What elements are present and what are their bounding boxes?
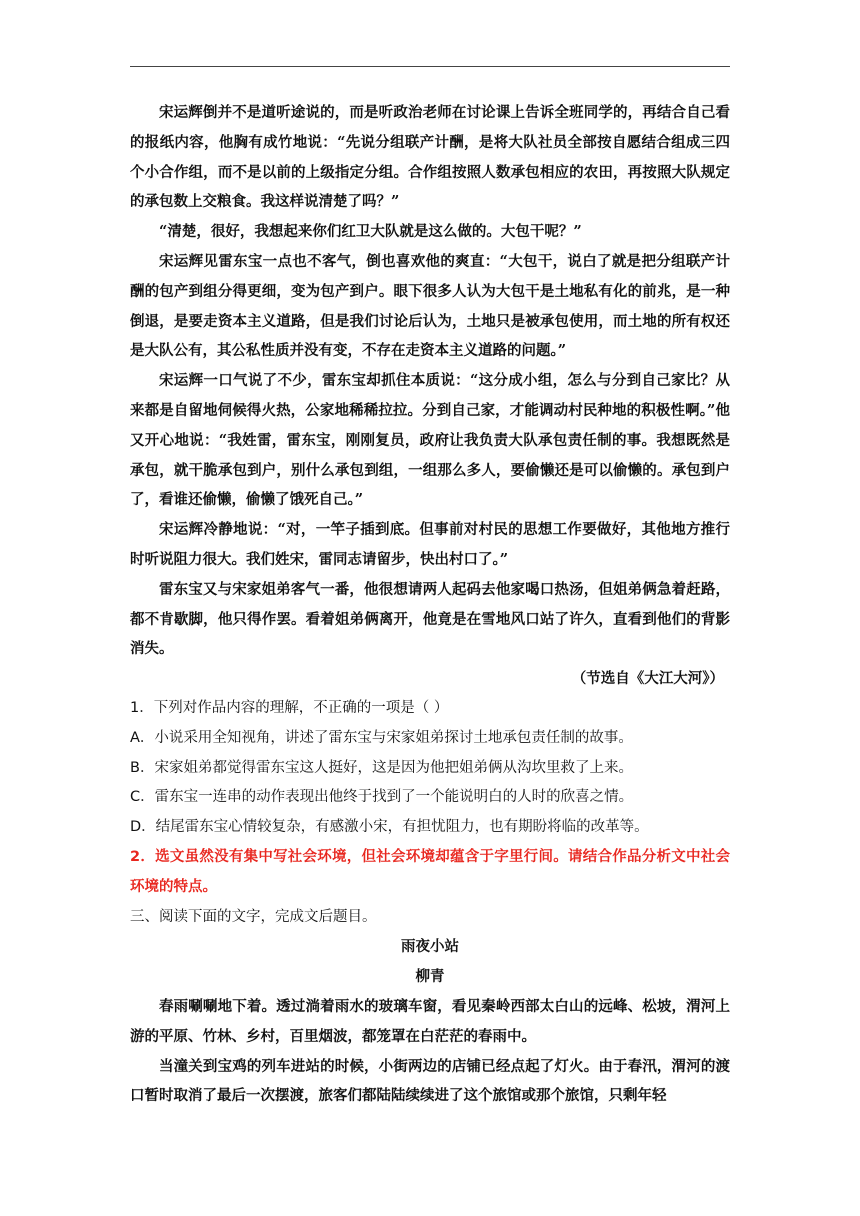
passage-paragraph: 宋运辉见雷东宝一点也不客气，倒也喜欢他的爽直：“大包干，说白了就是把分组联产计酬的包产到组分得更细，变为包产到户。眼下很多人认为大包干是土地私有化的前兆，是一种倒退，是要走资本主义道路，但是我们讨论后认为，土地只是被承包使用，而土地的所有权还是大队公有，其公私性质并没有变，不存在走资本主义道路的问题。” <box>130 252 730 360</box>
question-1-stem: 1．下列对作品内容的理解，不正确的一项是（ ） <box>130 699 449 716</box>
question-2: 2．选文虽然没有集中写社会环境，但社会环境却蕴含于字里行间。请结合作品分析文中社会环境的特点。 <box>130 848 730 895</box>
source-citation: （节选自《大江大河》） <box>571 670 724 688</box>
header-rule <box>130 66 730 67</box>
question-1-option-b: B．宋家姐弟都觉得雷东宝这人挺好，这是因为他把姐弟俩从沟坎里救了上来。 <box>130 759 633 776</box>
passage-paragraph: 宋运辉一口气说了不少，雷东宝却抓住本质说：“这分成小组，怎么与分到自己家比？从来都是自留地伺候得火热，公家地稀稀拉拉。分到自己家，才能调动村民种地的积极性啊。”他又开心地说：“我姓雷，雷东宝，刚刚复员，政府让我负责大队承包责任制的事。我想既然是承包，就干脆承包到户，别什么承包到组，一组那么多人，要偷懒还是可以偷懒的。承包到户了，看谁还偷懒，偷懒了饿死自己。” <box>130 372 730 509</box>
question-1-option-c: C．雷东宝一连串的动作表现出他终于找到了一个能说明白的人时的欣喜之情。 <box>130 789 634 806</box>
section-3-heading: 三、阅读下面的文字，完成文后题目。 <box>130 908 377 925</box>
story-paragraph: 春雨唰唰地下着。透过淌着雨水的玻璃车窗，看见秦岭西部太白山的远峰、松坡，渭河上游的平原、竹林、乡村，百里烟波，都笼罩在白茫茫的春雨中。 <box>130 997 730 1045</box>
document-body <box>130 98 730 1111</box>
story-author: 柳青 <box>415 968 445 986</box>
question-1-option-d: D．结尾雷东宝心情较复杂，有感激小宋，有担忧阻力，也有期盼将临的改革等。 <box>130 819 649 836</box>
story-title: 雨夜小站 <box>401 938 459 956</box>
passage-paragraph: 宋运辉冷静地说：“对，一竿子插到底。但事前对村民的思想工作要做好，其他地方推行时听说阻力很大。我们姓宋，雷同志请留步，快出村口了。” <box>130 521 730 568</box>
passage-paragraph: 雷东宝又与宋家姐弟客气一番，他很想请两人起码去他家喝口热汤，但姐弟俩急着赶路，都不肯歇脚，他只得作罢。看着姐弟俩离开，他竟是在雪地风口站了许久，直看到他们的背影消失。 <box>130 580 730 658</box>
story-paragraph: 当潼关到宝鸡的列车进站的时候，小街两边的店铺已经点起了灯火。由于春汛，渭河的渡口暂时取消了最后一次摆渡，旅客们都陆陆续续进了这个旅馆或那个旅馆，只剩年轻 <box>130 1057 730 1105</box>
passage-paragraph: 宋运辉倒并不是道听途说的，而是听政治老师在讨论课上告诉全班同学的，再结合自己看的报纸内容，他胸有成竹地说：“先说分组联产计酬，是将大队社员全部按自愿结合组成三四个小合作组，而不是以前的上级指定分组。合作组按照人数承包相应的农田，再按照大队规定的承包数上交粮食。我这样说清楚了吗？” <box>130 104 730 211</box>
question-1-option-a: A．小说采用全知视角，讲述了雷东宝与宋家姐弟探讨土地承包责任制的故事。 <box>130 729 633 746</box>
passage-paragraph: “清楚，很好，我想起来你们红卫大队就是这么做的。大包干呢？” <box>159 223 582 241</box>
